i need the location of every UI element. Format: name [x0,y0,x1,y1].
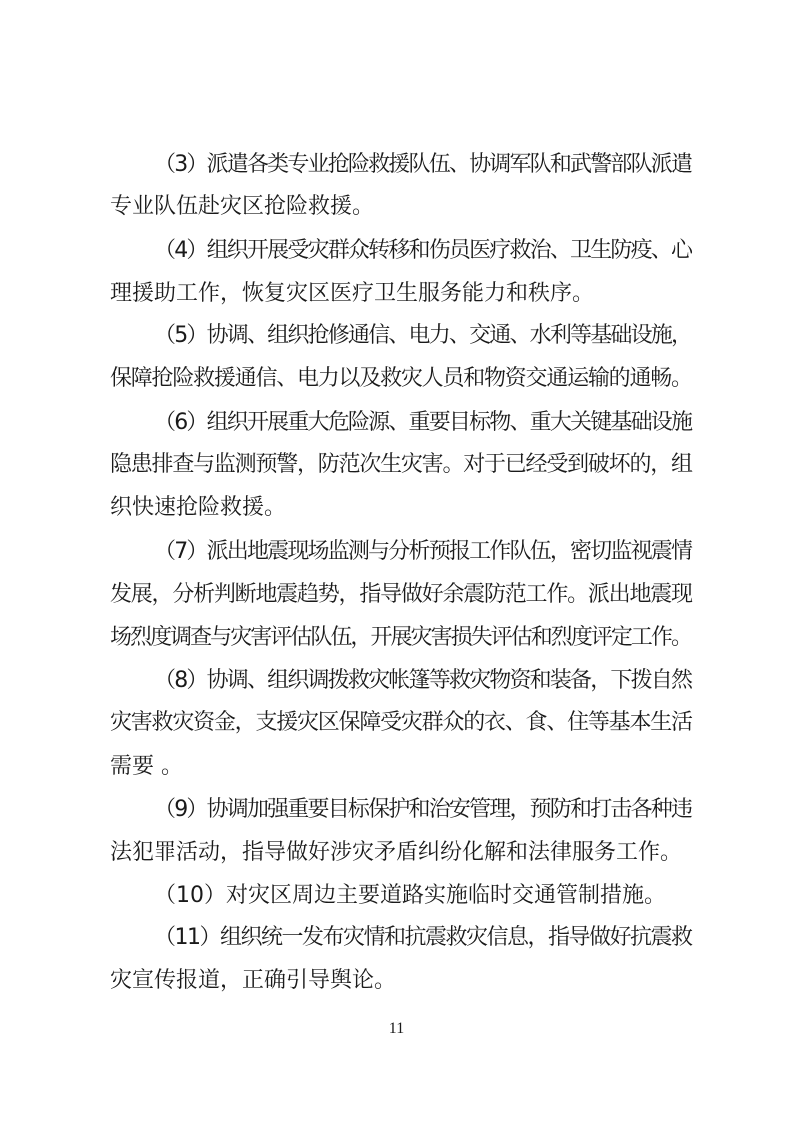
text-line: 隐患排查与监测预警，防范次生灾害。对于已经受到破坏的，组 [110,452,692,477]
text-line: （6）组织开展重大危险源、重要目标物、重大关键基础设施 [154,410,692,435]
text-line: 织快速抢险救援。 [110,495,287,520]
text-line: （11）组织统一发布灾情和抗震救灾信息，指导做好抗震救 [154,925,692,950]
text-line: 法犯罪活动，指导做好涉灾矛盾纠纷化解和法律服务工作。 [110,840,683,865]
text-line: 场烈度调查与灾害评估队伍，开展灾害损失评估和烈度评定工作。 [110,625,692,650]
text-line: （3）派遣各类专业抢险救援队伍、协调军队和武警部队派遣 [154,152,692,177]
text-line: （10）对灾区周边主要道路实施临时交通管制措施。 [154,883,666,908]
text-line: 灾宣传报道，正确引导舆论。 [110,968,397,993]
text-line: （9）协调加强重要目标保护和治安管理，预防和打击各种违 [154,797,692,822]
text-line: （8）协调、组织调拨救灾帐篷等救灾物资和装备，下拨自然 [154,668,692,693]
text-line: （4）组织开展受灾群众转移和伤员医疗救治、卫生防疫、心 [154,238,692,263]
text-line: 发展，分析判断地震趋势，指导做好余震防范工作。派出地震现 [110,582,692,607]
page-number: 11 [388,1020,405,1037]
text-line: 保障抢险救援通信、电力以及救灾人员和物资交通运输的通畅。 [110,366,692,391]
text-line: （5）协调、组织抢修通信、电力、交通、水利等基础设施， [154,323,692,348]
text-line: 理援助工作，恢复灾区医疗卫生服务能力和秩序。 [110,281,595,306]
text-line: 需要 。 [110,754,183,779]
text-line: 灾害救灾资金，支援灾区保障受灾群众的衣、食、住等基本生活 [110,710,692,735]
text-line: （7）派出地震现场监测与分析预报工作队伍，密切监视震情 [154,539,692,564]
text-line: 专业队伍赴灾区抢险救援。 [110,194,375,219]
